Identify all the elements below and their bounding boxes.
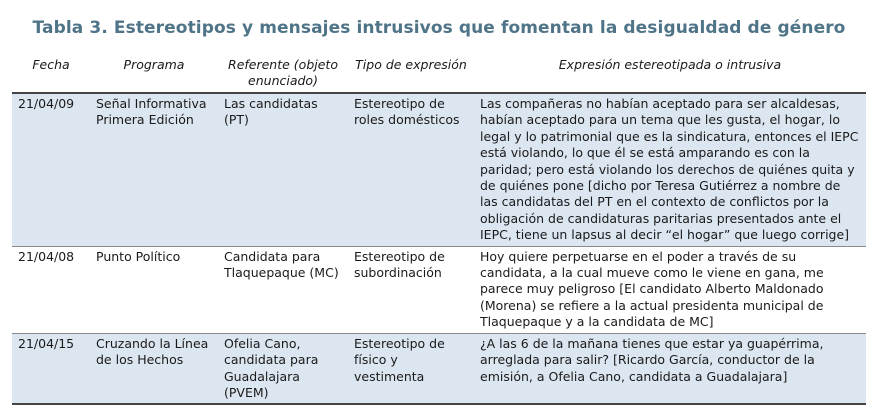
cell-programa: Punto Político: [96, 248, 181, 264]
cell-tipo: Estereotipo de físico y vestimenta: [354, 335, 445, 384]
header-tipo: Tipo de expresión: [355, 57, 467, 72]
cell-tipo: Estereotipo de subordinación: [354, 248, 445, 281]
cell-expresion: Hoy quiere perpetuarse en el poder a través de su candidata, a la cual mueve como le viene en gana, me parece muy peligroso [El candidato Alberto Maldonado (Morena) se refiere a la actual presidenta municipal de Tlaquepaque y a la candidata de MC]: [480, 248, 824, 330]
table-row: [12, 93, 866, 246]
header-programa: Programa: [123, 57, 185, 72]
cell-fecha: 21/04/09: [18, 96, 75, 111]
table-title: Tabla 3. Estereotipos y mensajes intrusivos que fomentan la desigualdad de género: [32, 18, 846, 38]
cell-programa: Señal Informativa Primera Edición: [96, 96, 207, 128]
cell-expresion: ¿A las 6 de la mañana tienes que estar ya guapérrima, arreglada para salir? [Ricardo García, conductor de la emisión, a Ofelia Cano, candidata a Guadalajara]: [480, 335, 824, 384]
cell-tipo: Estereotipo de roles domésticos: [354, 96, 460, 128]
cell-referente: Ofelia Cano, candidata para Guadalajara (PVEM): [224, 335, 319, 400]
cell-referente: Las candidatas (PT): [224, 96, 318, 128]
header-referente: Referente (objeto enunciado): [228, 57, 338, 88]
table-row: [12, 246, 866, 333]
cell-expresion: Las compañeras no habían aceptado para ser alcaldesas, habían aceptado para un tema que les gusta, el hogar, lo legal y lo patrimonial que es la sindicatura, entonces el IEPC está violando, lo que él se está amparando es con la paridad; pero está violando los derechos de quiénes quita y de quiénes pone [dicho por Teresa Gutiérrez a nombre de las candidatas del PT en el contexto de conflictos por la obligación de candidaturas paritarias presentados ante el IEPC, tiene un lapsus al decir “el hogar” que luego corrige]: [480, 96, 859, 243]
stereotypes-table: [12, 57, 866, 405]
table-header-row: [12, 57, 866, 93]
cell-programa: Cruzando la Línea de los Hechos: [96, 335, 209, 368]
cell-referente: Candidata para Tlaquepaque (MC): [224, 248, 339, 281]
cell-fecha: 21/04/15: [18, 335, 75, 351]
cell-fecha: 21/04/08: [18, 248, 75, 264]
header-fecha: Fecha: [32, 57, 70, 72]
table-row: [12, 333, 866, 404]
header-expresion: Expresión estereotipada o intrusiva: [558, 57, 782, 72]
